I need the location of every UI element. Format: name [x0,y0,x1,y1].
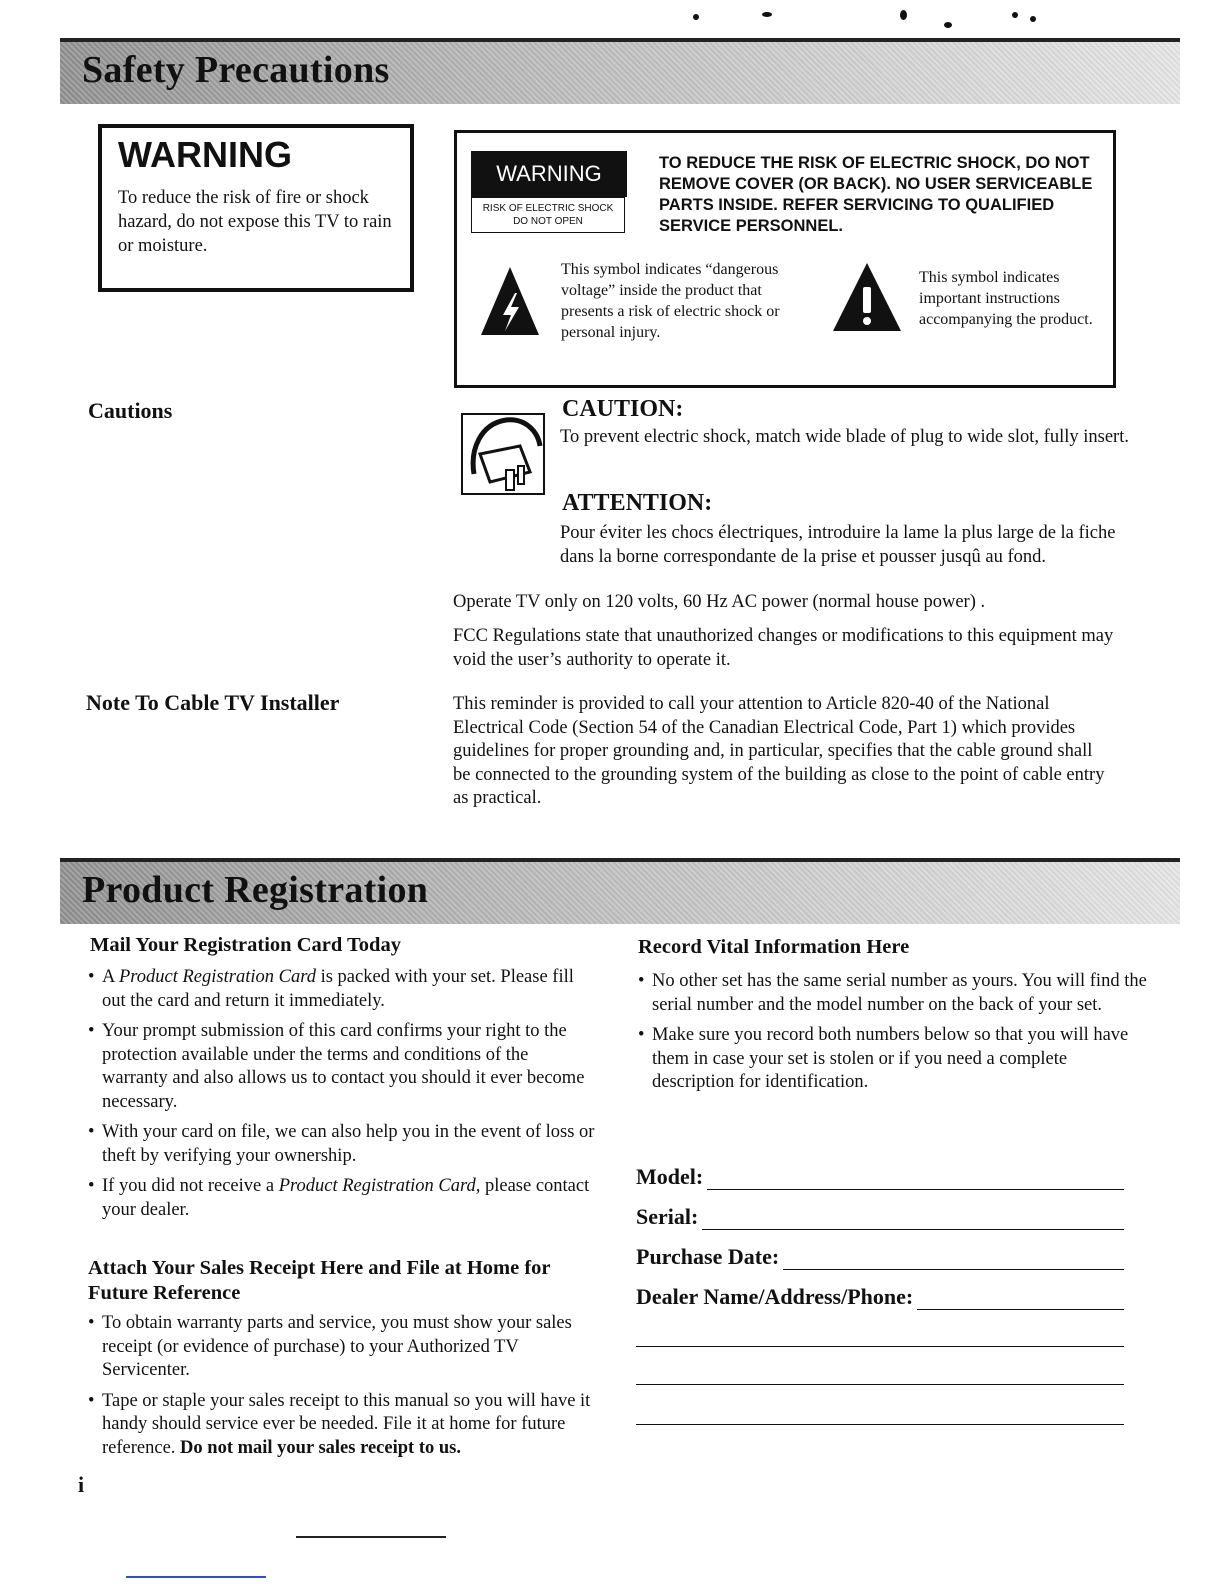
serial-label: Serial: [636,1204,699,1229]
footer-blue-rule [126,1576,266,1578]
purchase-date-line [783,1249,1124,1270]
shock-warning-box [454,130,1116,388]
print-speck [693,14,699,20]
purchase-date-label: Purchase Date: [636,1244,780,1269]
list-item: • To obtain warranty parts and service, you must show your sales receipt (or evidence of purchase) to your Authorized TV Servicenter. [88,1312,596,1383]
dealer-extra-line[interactable] [636,1384,1124,1385]
lightning-triangle-icon [479,265,541,337]
caution-text: To prevent electric shock, match wide blade of plug to wide slot, fully insert. [560,427,1129,447]
power-text: Operate TV only on 120 volts, 60 Hz AC power (normal house power) . [453,592,986,612]
print-speck [762,12,772,17]
model-field[interactable] [636,1164,1124,1190]
list-item: • A Product Registration Card is packed with your set. Please fill out the card and return it immediately. [88,966,596,1013]
plug-icon [460,410,550,498]
attention-text: Pour éviter les chocs électriques, introduire la lame la plus large de la fiche dans la borne correspondante de la prise et pousser jusqû au fond. [560,523,1116,567]
safety-banner [60,38,1180,104]
footer-rule [296,1536,446,1538]
print-speck [944,22,952,28]
sales-receipt-heading: Attach Your Sales Receipt Here and File at Home for Future Reference [88,1257,551,1304]
serial-field[interactable] [636,1204,1124,1230]
dealer-field[interactable] [636,1284,1124,1310]
list-item: • Tape or staple your sales receipt to this manual so you will have it handy should service ever be needed. File it at home for future reference. Do not mail your sales receipt to us. [88,1390,596,1461]
print-speck [900,10,907,20]
page-number: i [78,1472,85,1497]
exclamation-triangle-icon [831,261,903,333]
list-item: • No other set has the same serial number as yours. You will find the serial number and the model number on the back of your set. [638,970,1148,1017]
risk-label [471,197,625,233]
dealer-line [917,1289,1124,1310]
dealer-label: Dealer Name/Address/Phone: [636,1284,914,1309]
cable-installer-text: This reminder is provided to call your attention to Article 820-40 of the National Electrical Code (Section 54 of the Canadian Electrical Code, Part 1) which provides guidelines for proper grounding and, in particular, specifies that the cable ground shall be connected to the grounding system of the building as close to the point of cable entry as practical. [453,694,1105,808]
cable-installer-heading: Note To Cable TV Installer [86,690,340,715]
dealer-extra-line[interactable] [636,1346,1124,1347]
safety-banner-title: Safety Precautions [82,49,390,91]
list-item: • With your card on file, we can also help you in the event of loss or theft by verifying your ownership. [88,1121,596,1168]
cautions-heading: Cautions [88,398,173,423]
mail-card-list [88,966,596,1229]
record-info-list [638,970,1148,1102]
fcc-text: FCC Regulations state that unauthorized changes or modifications to this equipment may void the user’s authority to operate it. [453,626,1114,670]
caution-title: CAUTION: [562,396,684,422]
print-speck [1030,16,1036,22]
model-line [707,1169,1124,1190]
mail-card-heading: Mail Your Registration Card Today [90,934,401,956]
fire-warning-box [98,124,414,292]
record-info-heading: Record Vital Information Here [638,936,910,958]
registration-banner [60,858,1180,924]
list-item: • Your prompt submission of this card confirms your right to the protection available under the terms and conditions of the warranty and also allows us to contact you should it ever become necessary. [88,1020,596,1114]
list-item: • If you did not receive a Product Registration Card, please contact your dealer. [88,1175,596,1222]
shock-warning-text: TO REDUCE THE RISK OF ELECTRIC SHOCK, DO NOT REMOVE COVER (OR BACK). NO USER SERVICEABLE PARTS INSIDE. REFER SERVICING TO QUALIFIED SERVICE PERSONNEL. [659,154,1093,235]
print-speck [1012,12,1018,18]
sales-receipt-list [88,1312,596,1467]
risk-label-line-1: RISK OF ELECTRIC SHOCK [482,203,614,214]
purchase-date-field[interactable] [636,1244,1124,1270]
instruction-symbol-text: This symbol indicates important instructions accompanying the product. [919,269,1093,328]
dealer-extra-line[interactable] [636,1424,1124,1425]
voltage-symbol-text: This symbol indicates “dangerous voltage” inside the product that presents a risk of electric shock or personal injury. [561,261,780,341]
fire-warning-title: WARNING [118,134,292,175]
serial-line [702,1209,1124,1230]
list-item: • Make sure you record both numbers below so that you will have them in case your set is stolen or if you need a complete description for identification. [638,1024,1148,1095]
model-label: Model: [636,1164,704,1189]
registration-banner-title: Product Registration [82,869,429,911]
shock-warning-label: WARNING [471,151,627,197]
attention-title: ATTENTION: [562,490,713,516]
fire-warning-text: To reduce the risk of fire or shock hazard, do not expose this TV to rain or moisture. [118,188,392,256]
risk-label-line-2: DO NOT OPEN [513,216,583,227]
